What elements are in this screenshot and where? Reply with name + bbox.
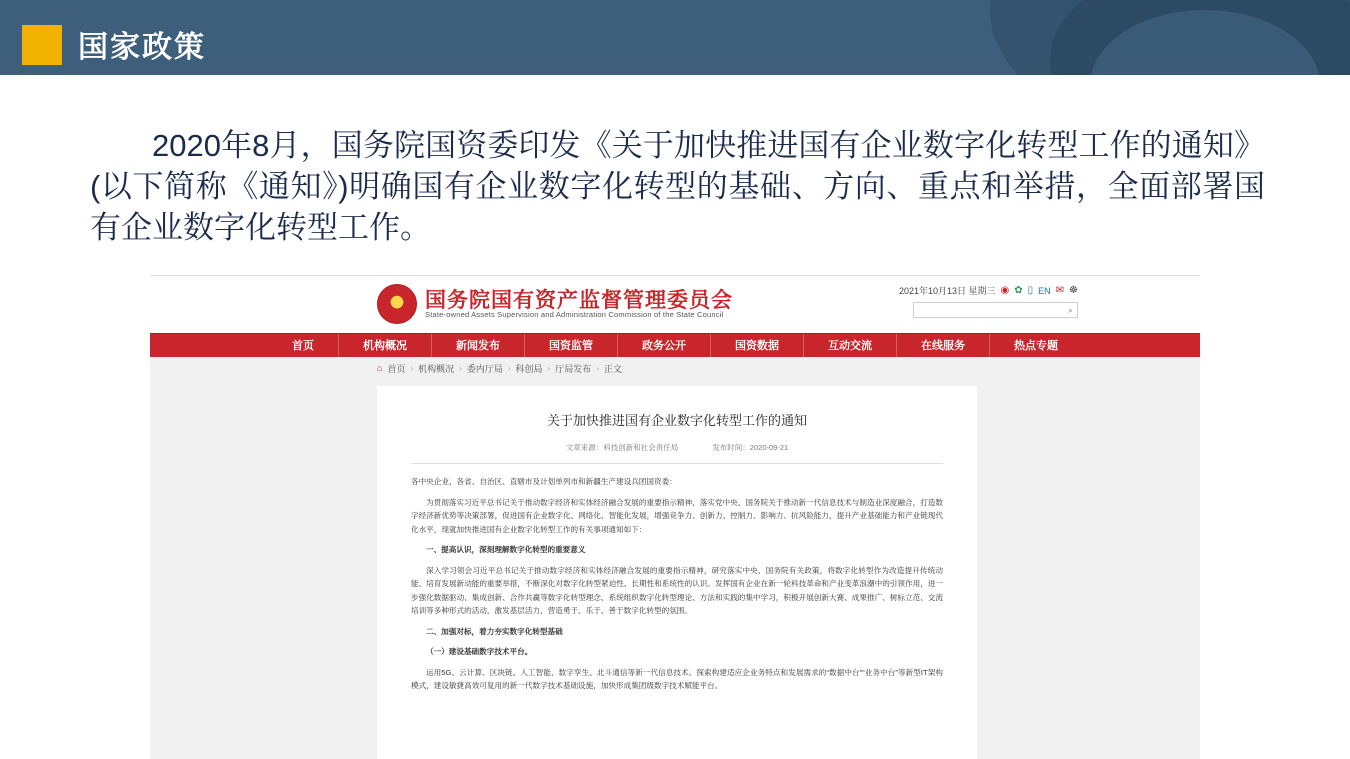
site-masthead	[150, 276, 1200, 333]
accessibility-icon[interactable]: ☸	[1069, 284, 1078, 296]
breadcrumb-item-1[interactable]: 机构概况	[418, 363, 455, 374]
article-section-heading: 一、提高认识，深刻理解数字化转型的重要意义	[426, 545, 586, 554]
article-meta	[411, 442, 943, 453]
breadcrumb	[150, 357, 1200, 379]
article-card	[377, 386, 977, 759]
slide-header-band	[0, 0, 1350, 75]
home-icon[interactable]: ⌂	[377, 363, 383, 373]
site-name-cn: 国务院国有资产监督管理委员会	[425, 289, 733, 312]
embedded-website-screenshot	[150, 275, 1200, 759]
breadcrumb-separator: ›	[410, 363, 414, 373]
site-main-nav[interactable]	[150, 333, 1200, 357]
nav-item-supervision[interactable]: 国资监管	[525, 334, 618, 358]
article-paragraph: 运用5G、云计算、区块链、人工智能、数字孪生、北斗通信等新一代信息技术。探索构建适应企业务特点和发展需求的“数据中台”“业务中台”等新型IT架构模式，建设敏捷高效可复用的新一代数字技术基础设施，加快形成集团级数字技术赋能平台。	[411, 667, 943, 690]
nav-item-services[interactable]: 在线服务	[897, 334, 990, 358]
nav-item-topics[interactable]: 热点专题	[1014, 339, 1058, 352]
article-divider	[411, 463, 943, 464]
page-title: 国家政策	[78, 31, 206, 64]
emblem-star-glyph: ★	[391, 294, 403, 310]
language-switch-en[interactable]: EN	[1038, 285, 1051, 296]
mail-icon[interactable]: ✉	[1055, 284, 1065, 296]
mobile-icon[interactable]: ▯	[1027, 284, 1034, 296]
article-section-heading: 二、加强对标，着力夯实数字化转型基础	[426, 626, 563, 636]
breadcrumb-item-0[interactable]: 首页	[387, 363, 406, 374]
article-subsection-heading: （一）建设基础数字技术平台。	[426, 647, 533, 656]
breadcrumb-item-5: 正文	[603, 363, 622, 374]
nav-item-home[interactable]: 首页	[268, 334, 339, 358]
nav-item-interaction[interactable]: 互动交流	[804, 334, 897, 358]
current-date-label: 2021年10月13日 星期三	[898, 286, 996, 296]
nav-item-news[interactable]: 新闻发布	[432, 334, 525, 358]
breadcrumb-separator: ›	[596, 363, 599, 373]
wechat-icon[interactable]: ✿	[1014, 284, 1023, 296]
breadcrumb-separator: ›	[507, 363, 511, 373]
article-date: 发布时间：2020-09-21	[712, 443, 789, 452]
breadcrumb-separator: ›	[459, 363, 462, 373]
article-source: 文章来源：科技创新和社会责任局	[565, 443, 679, 452]
article-paragraph: 各中央企业，各省、自治区、直辖市及计划单列市和新疆生产建设兵团国资委：	[411, 477, 677, 486]
article-paragraph: 为贯彻落实习近平总书记关于推动数字经济和实体经济融合发展的重要指示精神，落实党中央、国务院关于推动新一代信息技术与制造业深度融合，打造数字经济新优势等决策部署，促进国有企业数字化、网络化、智能化发展，增强竞争力、创新力、控制力、影响力、抗风险能力，提升产业基础能力和产业链现代化水平，现就加快推进国有企业数字化转型工作的有关事项通知如下：	[411, 497, 943, 534]
breadcrumb-item-3[interactable]: 科创局	[515, 363, 543, 374]
header-accent-square	[22, 25, 62, 65]
breadcrumb-item-2[interactable]: 委内厅局	[466, 363, 503, 374]
article-title: 关于加快推进国有企业数字化转型工作的通知	[546, 413, 807, 428]
article-paragraph: 深入学习领会习近平总书记关于推动数字经济和实体经济融合发展的重要指示精神，研究落实中央、国务院有关政策，将数字化转型作为改造提升传统动能、培育发展新动能的重要举措，不断深化对数字化转型紧迫性、长期性和系统性的认识。发挥国有企业在新一轮科技革命和产业变革浪潮中的引领作用，进一步强化数据驱动、集成创新、合作共赢等数字化转型理念、系统组织数字化转型理论、方法和实践的集中学习，积极开展创新大赛、成果推广、树标立范、交流培训等多种形式的活动，激发基层活力，营造勇于、乐于、善于数字化转型的氛围。	[411, 565, 943, 615]
breadcrumb-item-4[interactable]: 厅局发布	[555, 363, 592, 374]
nav-item-overview[interactable]: 机构概况	[339, 334, 432, 358]
nav-item-data[interactable]: 国资数据	[711, 334, 804, 358]
policy-paragraph: 2020年8月，国务院国资委印发《关于加快推进国有企业数字化转型工作的通知》(以下简称《通知》)明确国有企业数字化转型的基础、方向、重点和举措，全面部署国有企业数字化转型工作。	[90, 128, 1265, 245]
site-name-en: State-owned Assets Supervision and Administration Commission of the State Council	[425, 310, 724, 319]
search-input[interactable]	[913, 302, 1078, 318]
body-text-block	[90, 125, 1265, 248]
site-top-meta	[899, 284, 1078, 297]
article-body	[411, 475, 943, 693]
search-icon[interactable]: ⌕	[1067, 305, 1073, 315]
breadcrumb-separator: ›	[547, 363, 551, 373]
national-emblem-icon	[377, 284, 417, 324]
eye-icon[interactable]: ◉	[1000, 284, 1010, 296]
nav-item-affairs[interactable]: 政务公开	[618, 334, 711, 358]
